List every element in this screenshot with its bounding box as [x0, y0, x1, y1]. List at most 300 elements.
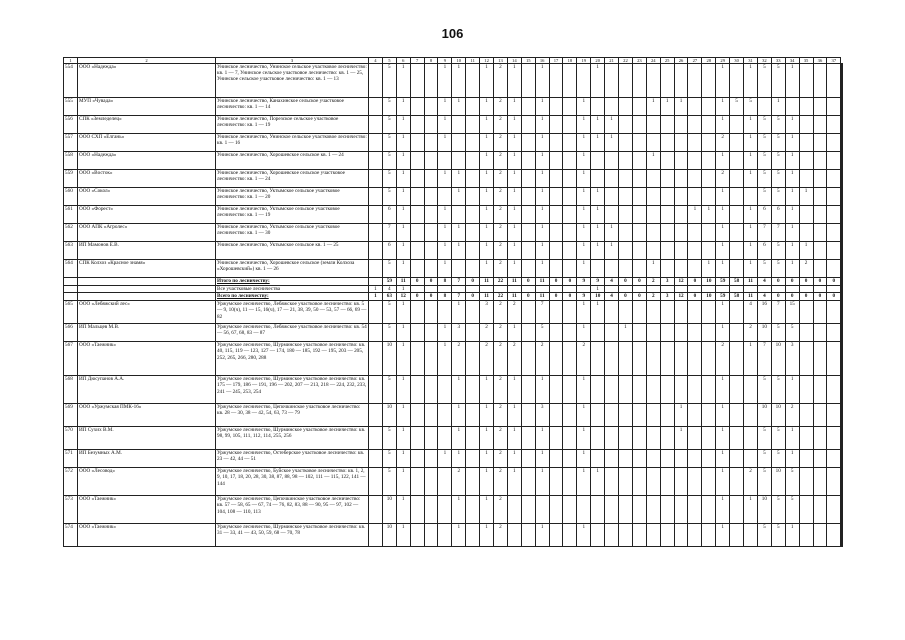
- location-cell: Унинское лесничество, Хорошевское сельское участковое лесничество: кв. 1 — 24: [216, 170, 369, 188]
- value-cell: 2: [646, 293, 660, 301]
- value-cell: [410, 496, 424, 524]
- value-cell: [591, 427, 605, 450]
- column-number-cell: 9: [438, 58, 452, 64]
- value-cell: [702, 301, 716, 324]
- value-cell: [549, 242, 563, 260]
- value-cell: 5: [771, 450, 785, 468]
- row-number-cell: [64, 293, 78, 301]
- value-cell: 1: [702, 260, 716, 278]
- value-cell: [521, 427, 535, 450]
- value-cell: [674, 301, 688, 324]
- value-cell: [813, 376, 827, 404]
- value-cell: 1: [577, 116, 591, 134]
- value-cell: [535, 286, 549, 293]
- value-cell: 63: [382, 293, 396, 301]
- value-cell: [424, 224, 438, 242]
- value-cell: [480, 286, 494, 293]
- value-cell: 1: [535, 468, 549, 496]
- value-cell: 1: [396, 64, 410, 98]
- value-cell: 3: [535, 404, 549, 427]
- column-number-cell: 25: [660, 58, 674, 64]
- value-cell: [591, 524, 605, 547]
- value-cell: 5: [771, 524, 785, 547]
- value-cell: 59: [716, 293, 730, 301]
- value-cell: 6: [757, 206, 771, 224]
- value-cell: 1: [646, 260, 660, 278]
- value-cell: [563, 64, 577, 98]
- value-cell: [410, 376, 424, 404]
- value-cell: [424, 376, 438, 404]
- register-row: [64, 206, 843, 224]
- value-cell: 5: [535, 324, 549, 342]
- value-cell: [674, 342, 688, 376]
- value-cell: 0: [466, 278, 480, 286]
- value-cell: [466, 376, 480, 404]
- value-cell: [466, 98, 480, 116]
- value-cell: [577, 496, 591, 524]
- organization-cell: СПК «Земледелец»: [78, 116, 216, 134]
- value-cell: [619, 134, 633, 152]
- value-cell: [410, 134, 424, 152]
- location-cell: Унинское лесничество, Канахинское сельское участковое лесничество: кв. 1 — 14: [216, 98, 369, 116]
- value-cell: 1: [438, 64, 452, 98]
- value-cell: [660, 468, 674, 496]
- organization-cell: ИП Сухих В.М.: [78, 427, 216, 450]
- value-cell: [813, 64, 827, 98]
- value-cell: [646, 64, 660, 98]
- value-cell: 5: [382, 188, 396, 206]
- summary-label-cell: Итого по лесничеству:: [216, 278, 369, 286]
- value-cell: [410, 242, 424, 260]
- value-cell: 5: [382, 376, 396, 404]
- value-cell: 1: [744, 260, 758, 278]
- value-cell: 5: [785, 468, 799, 496]
- value-cell: [757, 98, 771, 116]
- value-cell: [369, 116, 383, 134]
- value-cell: 1: [535, 376, 549, 404]
- value-cell: [688, 152, 702, 170]
- value-cell: [730, 152, 744, 170]
- row-number-cell: 560: [64, 188, 78, 206]
- value-cell: 1: [480, 450, 494, 468]
- value-cell: [730, 524, 744, 547]
- value-cell: 1: [438, 134, 452, 152]
- value-cell: [466, 404, 480, 427]
- value-cell: [549, 301, 563, 324]
- register-row: [64, 98, 843, 116]
- value-cell: [549, 116, 563, 134]
- value-cell: [827, 152, 841, 170]
- value-cell: [563, 242, 577, 260]
- location-cell: Унинское лесничество, Унинское сельское участковое лесничество: кв. 1 — 7, Унинское сельское участковое лесничество: кв. 1 — 25, Унинское сельское участковое лесничество: кв. 1 — 13: [216, 64, 369, 98]
- value-cell: 1: [577, 324, 591, 342]
- value-cell: [688, 427, 702, 450]
- value-cell: [619, 404, 633, 427]
- value-cell: 5: [382, 324, 396, 342]
- value-cell: 12: [396, 293, 410, 301]
- organization-cell: ООО СХП «Елгань»: [78, 134, 216, 152]
- value-cell: 1: [535, 260, 549, 278]
- value-cell: [410, 170, 424, 188]
- value-cell: [632, 116, 646, 134]
- value-cell: [549, 342, 563, 376]
- value-cell: 1: [396, 376, 410, 404]
- value-cell: 5: [382, 170, 396, 188]
- value-cell: 1: [480, 64, 494, 98]
- value-cell: 5: [771, 116, 785, 134]
- value-cell: [688, 98, 702, 116]
- row-number-cell: 558: [64, 152, 78, 170]
- value-cell: [813, 496, 827, 524]
- value-cell: 1: [785, 134, 799, 152]
- value-cell: 2: [716, 134, 730, 152]
- value-cell: [521, 301, 535, 324]
- value-cell: [619, 188, 633, 206]
- value-cell: [619, 286, 633, 293]
- value-cell: [521, 496, 535, 524]
- value-cell: [688, 134, 702, 152]
- column-number-cell: 1: [64, 58, 78, 64]
- location-cell: Унинское лесничество, Уктымское сельское участковое лесничество: кв. 1 — 20: [216, 188, 369, 206]
- value-cell: 11: [535, 293, 549, 301]
- value-cell: [674, 224, 688, 242]
- row-number-cell: 564: [64, 260, 78, 278]
- value-cell: [688, 376, 702, 404]
- value-cell: 1: [452, 404, 466, 427]
- value-cell: 1: [396, 468, 410, 496]
- value-cell: [424, 450, 438, 468]
- organization-cell: ООО АПК «Агролес»: [78, 224, 216, 242]
- value-cell: [466, 224, 480, 242]
- value-cell: 58: [730, 293, 744, 301]
- value-cell: 1: [396, 206, 410, 224]
- value-cell: 10: [702, 293, 716, 301]
- value-cell: [369, 450, 383, 468]
- value-cell: 11: [507, 293, 521, 301]
- value-cell: 2: [494, 152, 508, 170]
- value-cell: 2: [577, 342, 591, 376]
- value-cell: 8: [438, 293, 452, 301]
- value-cell: [842, 468, 843, 496]
- value-cell: [646, 468, 660, 496]
- value-cell: 1: [438, 242, 452, 260]
- value-cell: 2: [507, 342, 521, 376]
- value-cell: 1: [688, 206, 702, 224]
- value-cell: 1: [785, 260, 799, 278]
- location-cell: Уржумское лесничество, Шурминское участковое лесничество: кв. 40, 115, 119 — 123, 127 — 174, 180 — 185, 192 — 195, 203 — 205, 252, 265, 266, 280, 288: [216, 342, 369, 376]
- value-cell: 2: [494, 324, 508, 342]
- value-cell: [424, 524, 438, 547]
- value-cell: 1: [785, 170, 799, 188]
- value-cell: 5: [757, 152, 771, 170]
- value-cell: [674, 134, 688, 152]
- value-cell: 5: [382, 427, 396, 450]
- value-cell: [549, 468, 563, 496]
- value-cell: [424, 301, 438, 324]
- value-cell: [410, 188, 424, 206]
- value-cell: [619, 260, 633, 278]
- value-cell: 5: [771, 496, 785, 524]
- value-cell: 1: [785, 206, 799, 224]
- value-cell: [521, 404, 535, 427]
- value-cell: 1: [716, 468, 730, 496]
- column-number-cell: 20: [591, 58, 605, 64]
- register-row: [64, 450, 843, 468]
- value-cell: [674, 188, 688, 206]
- organization-cell: ООО «Уржумская ПМК-16»: [78, 404, 216, 427]
- value-cell: 5: [757, 134, 771, 152]
- value-cell: 1: [480, 496, 494, 524]
- value-cell: [632, 206, 646, 224]
- value-cell: 1: [716, 64, 730, 98]
- location-cell: Уржумское лесничество, Лебяжское участковое лесничество: кв. 5 — 9, 10(ч), 11 — 15, 16(ч), 17 — 21, 38, 39, 50 — 53, 57 — 66, 69 — 82: [216, 301, 369, 324]
- value-cell: 1: [591, 64, 605, 98]
- value-cell: [785, 286, 799, 293]
- value-cell: 0: [813, 278, 827, 286]
- value-cell: [646, 324, 660, 342]
- value-cell: 1: [799, 242, 813, 260]
- value-cell: 1: [452, 427, 466, 450]
- value-cell: [674, 242, 688, 260]
- value-cell: 5: [744, 98, 758, 116]
- value-cell: [605, 188, 619, 206]
- value-cell: [799, 134, 813, 152]
- value-cell: [842, 496, 843, 524]
- value-cell: 0: [549, 278, 563, 286]
- value-cell: [438, 496, 452, 524]
- value-cell: [674, 170, 688, 188]
- value-cell: 1: [591, 468, 605, 496]
- value-cell: 3: [660, 278, 674, 286]
- value-cell: [660, 450, 674, 468]
- value-cell: 1: [716, 404, 730, 427]
- value-cell: 1: [396, 134, 410, 152]
- value-cell: [619, 342, 633, 376]
- value-cell: [466, 324, 480, 342]
- value-cell: [632, 404, 646, 427]
- value-cell: [730, 134, 744, 152]
- value-cell: 1: [674, 404, 688, 427]
- value-cell: [799, 301, 813, 324]
- value-cell: 0: [827, 293, 841, 301]
- value-cell: [466, 152, 480, 170]
- value-cell: 1: [716, 260, 730, 278]
- organization-cell: [78, 286, 216, 293]
- column-number-cell: 32: [757, 58, 771, 64]
- row-number-cell: 561: [64, 206, 78, 224]
- value-cell: 2: [716, 170, 730, 188]
- value-cell: [563, 152, 577, 170]
- value-cell: [660, 301, 674, 324]
- value-cell: 1: [716, 188, 730, 206]
- value-cell: 1: [744, 116, 758, 134]
- value-cell: [799, 206, 813, 224]
- value-cell: [660, 64, 674, 98]
- value-cell: 1: [577, 98, 591, 116]
- location-cell: Унинское лесничество, Уктымское сельское участковое лесничество: кв. 1 — 30: [216, 224, 369, 242]
- value-cell: 1: [396, 224, 410, 242]
- organization-cell: МУП «Чувада»: [78, 98, 216, 116]
- value-cell: [521, 116, 535, 134]
- value-cell: [702, 496, 716, 524]
- value-cell: [466, 468, 480, 496]
- value-cell: [842, 524, 843, 547]
- value-cell: 2: [799, 260, 813, 278]
- value-cell: [702, 134, 716, 152]
- value-cell: 1: [480, 468, 494, 496]
- value-cell: [702, 376, 716, 404]
- value-cell: 1: [577, 170, 591, 188]
- value-cell: [688, 188, 702, 206]
- value-cell: 1: [535, 152, 549, 170]
- value-cell: 0: [632, 293, 646, 301]
- value-cell: 5: [757, 524, 771, 547]
- value-cell: [827, 286, 841, 293]
- value-cell: 0: [410, 278, 424, 286]
- value-cell: 5: [382, 134, 396, 152]
- value-cell: 1: [605, 134, 619, 152]
- value-cell: [744, 376, 758, 404]
- value-cell: [410, 224, 424, 242]
- value-cell: [410, 450, 424, 468]
- value-cell: [521, 242, 535, 260]
- value-cell: [799, 342, 813, 376]
- value-cell: [827, 324, 841, 342]
- value-cell: 1: [785, 450, 799, 468]
- value-cell: [813, 98, 827, 116]
- value-cell: [605, 286, 619, 293]
- value-cell: [452, 116, 466, 134]
- value-cell: [549, 206, 563, 224]
- value-cell: [688, 450, 702, 468]
- value-cell: [730, 242, 744, 260]
- value-cell: [632, 170, 646, 188]
- value-cell: [688, 404, 702, 427]
- value-cell: 7: [452, 293, 466, 301]
- value-cell: 10: [771, 404, 785, 427]
- value-cell: [813, 301, 827, 324]
- value-cell: 5: [771, 64, 785, 98]
- value-cell: 1: [507, 98, 521, 116]
- value-cell: [563, 496, 577, 524]
- value-cell: [827, 206, 841, 224]
- value-cell: 1: [577, 134, 591, 152]
- value-cell: 9: [577, 278, 591, 286]
- value-cell: [521, 206, 535, 224]
- value-cell: [730, 342, 744, 376]
- row-number-cell: [64, 286, 78, 293]
- value-cell: 3: [660, 293, 674, 301]
- value-cell: [466, 206, 480, 224]
- value-cell: [688, 301, 702, 324]
- value-cell: 59: [382, 278, 396, 286]
- value-cell: [702, 427, 716, 450]
- value-cell: [813, 404, 827, 427]
- value-cell: [563, 342, 577, 376]
- value-cell: [646, 188, 660, 206]
- value-cell: [702, 450, 716, 468]
- value-cell: [660, 188, 674, 206]
- value-cell: [410, 524, 424, 547]
- value-cell: [521, 524, 535, 547]
- value-cell: [521, 324, 535, 342]
- value-cell: [535, 496, 549, 524]
- value-cell: 10: [771, 468, 785, 496]
- value-cell: [730, 427, 744, 450]
- value-cell: [619, 152, 633, 170]
- value-cell: 1: [480, 206, 494, 224]
- value-cell: 1: [438, 170, 452, 188]
- value-cell: [842, 427, 843, 450]
- value-cell: 5: [757, 468, 771, 496]
- value-cell: 2: [494, 450, 508, 468]
- register-row: [64, 64, 843, 98]
- value-cell: [842, 278, 843, 286]
- value-cell: [842, 242, 843, 260]
- value-cell: [813, 206, 827, 224]
- value-cell: [410, 152, 424, 170]
- value-cell: [827, 301, 841, 324]
- value-cell: [369, 188, 383, 206]
- row-number-cell: 557: [64, 134, 78, 152]
- value-cell: [466, 450, 480, 468]
- value-cell: [549, 496, 563, 524]
- value-cell: 0: [771, 278, 785, 286]
- column-number-cell: 19: [577, 58, 591, 64]
- value-cell: 10: [382, 404, 396, 427]
- value-cell: [563, 260, 577, 278]
- value-cell: 1: [535, 242, 549, 260]
- value-cell: [842, 116, 843, 134]
- value-cell: 7: [757, 224, 771, 242]
- register-row: [64, 242, 843, 260]
- value-cell: 1: [438, 342, 452, 376]
- value-cell: 1: [660, 98, 674, 116]
- value-cell: 0: [410, 293, 424, 301]
- column-number-cell: 8: [424, 58, 438, 64]
- value-cell: 1: [452, 188, 466, 206]
- value-cell: 1: [507, 152, 521, 170]
- value-cell: [730, 468, 744, 496]
- value-cell: [660, 260, 674, 278]
- value-cell: 7: [771, 224, 785, 242]
- value-cell: [688, 170, 702, 188]
- value-cell: [674, 116, 688, 134]
- value-cell: [563, 98, 577, 116]
- value-cell: 2: [744, 324, 758, 342]
- value-cell: 1: [535, 224, 549, 242]
- value-cell: 6: [382, 206, 396, 224]
- value-cell: 0: [563, 293, 577, 301]
- register-row: [64, 260, 843, 278]
- value-cell: 1: [507, 260, 521, 278]
- row-number-cell: 567: [64, 342, 78, 376]
- value-cell: 22: [494, 278, 508, 286]
- value-cell: [605, 342, 619, 376]
- value-cell: 1: [507, 324, 521, 342]
- value-cell: [424, 64, 438, 98]
- value-cell: [605, 468, 619, 496]
- value-cell: 10: [757, 324, 771, 342]
- value-cell: 2: [494, 206, 508, 224]
- value-cell: [605, 152, 619, 170]
- value-cell: [674, 496, 688, 524]
- value-cell: 3: [785, 342, 799, 376]
- value-cell: [632, 64, 646, 98]
- value-cell: [369, 64, 383, 98]
- column-number-cell: 23: [632, 58, 646, 64]
- value-cell: 1: [452, 224, 466, 242]
